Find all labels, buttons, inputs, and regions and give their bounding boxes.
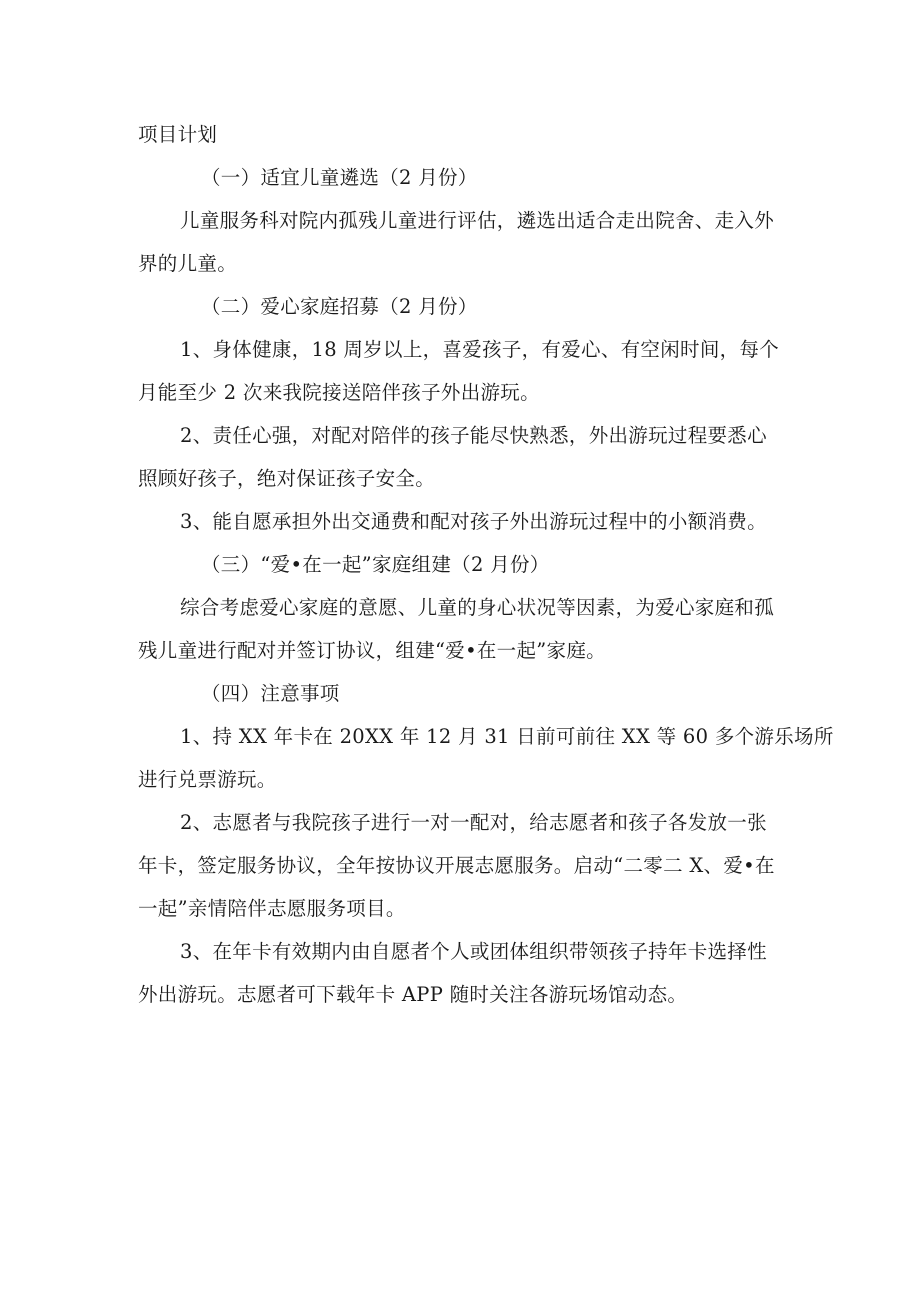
paragraph-line: 2、志愿者与我院孩子进行一对一配对，给志愿者和孩子各发放一张 xyxy=(180,811,767,834)
paragraph-line: 1、持 XX 年卡在 20XX 年 12 月 31 日前可前往 XX 等 60 多个游乐场所 xyxy=(180,725,834,748)
paragraph-line: 综合考虑爱心家庭的意愿、儿童的身心状况等因素，为爱心家庭和孤 xyxy=(180,596,775,619)
paragraph-line: 3、能自愿承担外出交通费和配对孩子外出游玩过程中的小额消费。 xyxy=(180,510,767,533)
paragraph xyxy=(138,715,834,801)
document-body xyxy=(138,113,834,1016)
paragraph-line: 照顾好孩子，绝对保证孩子安全。 xyxy=(138,467,436,490)
paragraph-line: 月能至少 2 次来我院接送陪伴孩子外出游玩。 xyxy=(138,381,540,404)
section-heading-2: （二）爱心家庭招募（2 月份） xyxy=(201,295,478,318)
section-heading-1: （一）适宜儿童遴选（2 月份） xyxy=(201,166,478,189)
paragraph xyxy=(138,586,788,672)
paragraph xyxy=(138,199,788,285)
paragraph-line: 3、在年卡有效期内由自愿者个人或团体组织带领孩子持年卡选择性 xyxy=(180,940,767,963)
paragraph-line: 残儿童进行配对并签订协议，组建“爱•在一起”家庭。 xyxy=(138,639,606,662)
section-heading-3: （三）“爱•在一起”家庭组建（2 月份） xyxy=(201,553,550,576)
paragraph-line: 2、责任心强，对配对陪伴的孩子能尽快熟悉，外出游玩过程要悉心 xyxy=(180,424,767,447)
paragraph-line: 外出游玩。志愿者可下载年卡 APP 随时关注各游玩场馆动态。 xyxy=(138,983,688,1006)
paragraph-line: 界的儿童。 xyxy=(138,252,238,275)
paragraph-line: 儿童服务科对院内孤残儿童进行评估，遴选出适合走出院舍、走入外 xyxy=(180,209,775,232)
paragraph xyxy=(138,801,788,930)
paragraph-line: 一起”亲情陪伴志愿服务项目。 xyxy=(138,897,406,920)
paragraph xyxy=(138,414,788,500)
paragraph xyxy=(138,500,788,543)
document-title: 项目计划 xyxy=(138,123,218,146)
paragraph xyxy=(138,328,788,414)
paragraph-line: 1、身体健康，18 周岁以上，喜爱孩子，有爱心、有空闲时间，每个 xyxy=(180,338,780,361)
paragraph-line: 进行兑票游玩。 xyxy=(138,768,277,791)
paragraph-line: 年卡，签定服务协议，全年按协议开展志愿服务。启动“二零二 X、爱•在 xyxy=(138,854,775,877)
paragraph xyxy=(138,930,788,1016)
section-heading-4: （四）注意事项 xyxy=(201,682,340,705)
